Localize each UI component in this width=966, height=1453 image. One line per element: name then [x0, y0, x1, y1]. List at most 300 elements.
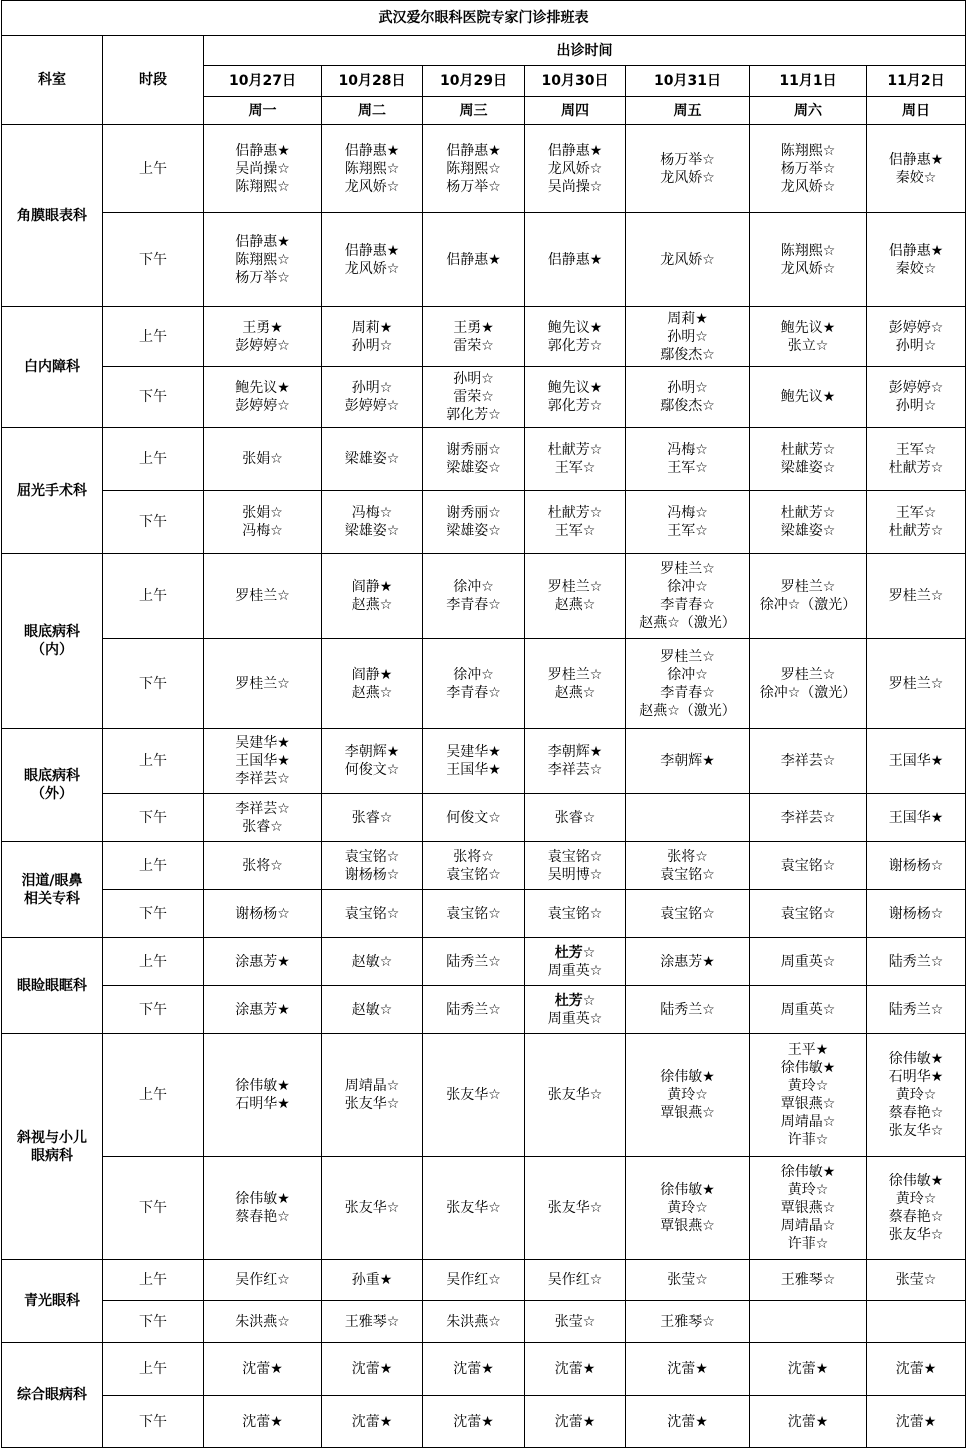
department-name-line: 综合眼病科	[17, 1387, 87, 1403]
doctor-name: 黄玲☆	[787, 1182, 829, 1198]
doctor-cell	[867, 1301, 966, 1343]
doctor-name: 谢杨杨☆	[888, 905, 944, 922]
doctor-name: 吴作红☆	[547, 1272, 603, 1288]
doctor-name: 袁宝铭☆	[780, 857, 836, 874]
doctor-name: 雷荣☆	[453, 337, 494, 354]
doctor-name: 梁雄姿☆	[344, 523, 400, 539]
doctor-name: 罗桂兰☆	[547, 666, 603, 683]
doctor-cell	[204, 213, 322, 307]
doctor-name: 侣静惠★	[344, 142, 400, 159]
doctor-name: 赵燕☆	[554, 684, 596, 701]
doctor-name: 徐伟敏★	[235, 1078, 290, 1094]
period-label: 下午	[103, 1157, 204, 1260]
doctor-cell	[322, 639, 423, 729]
period-label: 下午	[103, 890, 204, 938]
doctor-name: 陆秀兰☆	[888, 1001, 944, 1018]
doctor-name: 杜芳☆	[554, 992, 596, 1009]
doctor-name: 王勇★	[242, 319, 283, 336]
doctor-name: 许菲☆	[787, 1132, 829, 1148]
doctor-cell	[626, 1260, 750, 1301]
doctor-name: 孙明☆	[351, 337, 393, 354]
doctor-cell	[750, 794, 867, 842]
period-label: 上午	[103, 125, 204, 213]
doctor-name: 张莹☆	[895, 1272, 937, 1288]
doctor-name: 杜献芳☆	[888, 460, 944, 476]
department-name	[2, 307, 103, 428]
schedule-row	[2, 794, 966, 842]
schedule-row	[2, 554, 966, 639]
period-label: 上午	[103, 428, 204, 491]
doctor-name: 张友华☆	[344, 1200, 400, 1216]
doctor-name: 侣静惠★	[446, 142, 501, 159]
doctor-cell	[626, 1157, 750, 1260]
weekday-header: 周五	[626, 97, 750, 125]
doctor-cell	[750, 1301, 867, 1343]
doctor-name: 张莹☆	[554, 1313, 596, 1330]
doctor-cell	[322, 842, 423, 890]
doctor-name: 沈蕾★	[242, 1361, 283, 1377]
date-header: 10月29日	[423, 66, 525, 97]
doctor-name: 吴作红☆	[446, 1272, 501, 1288]
doctor-name: 鲍先议★	[235, 380, 290, 396]
doctor-name: 覃银燕☆	[660, 1218, 715, 1234]
period-label: 下午	[103, 1301, 204, 1343]
doctor-name: 黄玲☆	[895, 1087, 937, 1103]
doctor-name: 杨万举☆	[660, 151, 715, 168]
doctor-name: 王军☆	[667, 460, 708, 476]
doctor-name: 孙明☆	[895, 398, 937, 414]
doctor-cell	[423, 842, 525, 890]
doctor-cell	[423, 794, 525, 842]
department-name-line: 眼底病科	[24, 624, 80, 640]
doctor-cell	[750, 1343, 867, 1396]
doctor-cell	[525, 986, 626, 1034]
doctor-name: 彭婷婷☆	[235, 398, 290, 414]
doctor-cell	[626, 428, 750, 491]
doctor-name: 朱洪燕☆	[235, 1313, 290, 1330]
doctor-name: 鲍先议★	[780, 389, 836, 405]
doctor-cell	[322, 1343, 423, 1396]
doctor-cell	[525, 890, 626, 938]
doctor-name: 赵敏☆	[351, 953, 393, 970]
department-name	[2, 1260, 103, 1343]
doctor-name: 罗桂兰☆	[235, 675, 290, 692]
schedule-row	[2, 125, 966, 213]
department-name	[2, 1343, 103, 1448]
doctor-cell	[204, 1343, 322, 1396]
department-name	[2, 1034, 103, 1260]
doctor-cell	[525, 938, 626, 986]
doctor-cell	[204, 554, 322, 639]
doctor-name: 孙重★	[351, 1272, 393, 1288]
doctor-cell	[204, 890, 322, 938]
doctor-cell	[750, 938, 867, 986]
period-label: 下午	[103, 794, 204, 842]
doctor-name: 雷荣☆	[453, 389, 494, 405]
doctor-name: 周靖晶☆	[780, 1114, 836, 1130]
doctor-name: 周莉★	[667, 310, 708, 327]
doctor-cell	[423, 428, 525, 491]
doctor-cell	[322, 1260, 423, 1301]
doctor-cell	[626, 890, 750, 938]
doctor-name: 王勇★	[453, 319, 494, 336]
doctor-cell	[423, 367, 525, 428]
doctor-cell	[525, 1157, 626, 1260]
department-name-line: 泪道/眼鼻	[21, 872, 83, 889]
doctor-cell	[626, 125, 750, 213]
schedule-row	[2, 729, 966, 794]
doctor-cell	[750, 729, 867, 794]
doctor-cell	[867, 842, 966, 890]
schedule-row	[2, 1343, 966, 1396]
doctor-name: 鄢俊杰☆	[660, 398, 715, 414]
doctor-name: 徐冲☆（激光）	[759, 684, 857, 701]
doctor-name: 沈蕾★	[667, 1413, 708, 1430]
period-label: 下午	[103, 986, 204, 1034]
doctor-cell	[322, 491, 423, 554]
schedule-row	[2, 1157, 966, 1260]
doctor-cell	[626, 938, 750, 986]
doctor-cell	[423, 125, 525, 213]
doctor-cell	[525, 367, 626, 428]
department-name-line: 屈光手术科	[17, 482, 87, 499]
doctor-cell	[204, 367, 322, 428]
doctor-name: 冯梅☆	[667, 505, 708, 521]
doctor-name: 吴明博☆	[547, 866, 603, 883]
doctor-cell	[626, 794, 750, 842]
doctor-name: 李祥芸☆	[547, 762, 603, 778]
doctor-cell	[525, 1034, 626, 1157]
doctor-cell	[867, 125, 966, 213]
period-label: 上午	[103, 307, 204, 367]
doctor-name: 郭化芳☆	[446, 407, 501, 423]
doctor-name: 鲍先议★	[547, 319, 603, 336]
doctor-cell	[322, 125, 423, 213]
doctor-cell	[423, 986, 525, 1034]
doctor-name: 杨万举☆	[780, 160, 836, 177]
department-name-line: 斜视与小儿	[17, 1129, 87, 1146]
visit-time-header: 出诊时间	[204, 36, 966, 66]
doctor-name: 秦姣☆	[895, 169, 937, 186]
doctor-cell	[750, 1396, 867, 1448]
doctor-name: 龙风娇☆	[547, 160, 603, 177]
doctor-cell	[423, 1157, 525, 1260]
doctor-name: 周靖晶☆	[344, 1078, 400, 1094]
weekday-header: 周一	[204, 97, 322, 125]
doctor-cell	[423, 890, 525, 938]
doctor-name: 谢秀丽☆	[446, 442, 501, 458]
doctor-name: 王国华★	[888, 753, 944, 769]
department-name-line: 眼底病科	[24, 768, 80, 784]
schedule-row	[2, 307, 966, 367]
department-name-line: 相关专科	[24, 890, 80, 907]
doctor-name: 李青春☆	[660, 597, 715, 613]
doctor-name: 吴尚操☆	[547, 178, 603, 195]
department-name-line: 角膜眼表科	[17, 207, 87, 224]
department-name-line: （内）	[31, 642, 73, 658]
schedule-row	[2, 491, 966, 554]
doctor-name: 袁宝铭☆	[344, 905, 400, 922]
doctor-cell	[626, 554, 750, 639]
doctor-name: 石明华★	[888, 1069, 944, 1085]
doctor-name: 陆秀兰☆	[660, 1001, 715, 1018]
doctor-name: 张友华☆	[547, 1087, 603, 1103]
doctor-name: 侣静惠★	[547, 142, 603, 159]
doctor-name: 张友华☆	[344, 1096, 400, 1112]
doctor-name: 陆秀兰☆	[446, 953, 501, 970]
doctor-cell	[322, 729, 423, 794]
doctor-name: 张立☆	[787, 337, 829, 354]
doctor-cell	[423, 639, 525, 729]
doctor-cell	[525, 491, 626, 554]
schedule-row	[2, 986, 966, 1034]
doctor-cell	[204, 428, 322, 491]
doctor-cell	[867, 367, 966, 428]
doctor-name: 杜献芳☆	[780, 505, 836, 521]
doctor-name: 陈翔熙☆	[235, 251, 290, 268]
doctor-name: 蔡春艳☆	[235, 1209, 290, 1225]
doctor-cell	[750, 367, 867, 428]
doctor-cell	[626, 1396, 750, 1448]
doctor-name: 黄玲☆	[667, 1200, 708, 1216]
doctor-cell	[867, 491, 966, 554]
doctor-name: 罗桂兰☆	[780, 666, 836, 683]
doctor-name: 徐伟敏★	[888, 1051, 944, 1067]
doctor-cell	[750, 986, 867, 1034]
doctor-name: 郭化芳☆	[547, 337, 603, 354]
schedule-row	[2, 1301, 966, 1343]
doctor-cell	[204, 639, 322, 729]
department-name	[2, 938, 103, 1034]
period-label: 上午	[103, 938, 204, 986]
doctor-name: 鲍先议★	[780, 319, 836, 336]
doctor-cell	[204, 1034, 322, 1157]
doctor-name: 罗桂兰☆	[235, 588, 290, 604]
period-label: 下午	[103, 639, 204, 729]
doctor-name: 孙明☆	[667, 328, 708, 345]
dept-header: 科室	[2, 36, 103, 125]
doctor-name: 彭婷婷☆	[344, 398, 400, 414]
department-name-line: （外）	[31, 786, 73, 802]
department-name	[2, 125, 103, 307]
schedule-table	[1, 0, 966, 1448]
doctor-name: 张友华☆	[888, 1123, 944, 1139]
doctor-name: 王雅琴☆	[660, 1313, 715, 1330]
doctor-name: 谢杨杨☆	[888, 857, 944, 874]
department-name	[2, 554, 103, 729]
doctor-name: 李祥芸☆	[780, 753, 836, 769]
doctor-name: 孙明☆	[667, 380, 708, 396]
doctor-cell	[204, 729, 322, 794]
period-label: 上午	[103, 842, 204, 890]
doctor-name: 王军☆	[554, 523, 596, 539]
doctor-name: 张友华☆	[547, 1200, 603, 1216]
doctor-cell	[750, 125, 867, 213]
doctor-name: 罗桂兰☆	[888, 588, 944, 604]
department-name	[2, 428, 103, 554]
doctor-cell	[322, 890, 423, 938]
doctor-name: 黄玲☆	[787, 1078, 829, 1094]
doctor-name: 梁雄姿☆	[344, 451, 400, 467]
doctor-name: 沈蕾★	[351, 1413, 393, 1430]
doctor-cell	[867, 1157, 966, 1260]
doctor-name: 李祥芸☆	[235, 771, 290, 787]
doctor-cell	[423, 1396, 525, 1448]
doctor-cell	[322, 367, 423, 428]
doctor-cell	[525, 554, 626, 639]
doctor-cell	[423, 1260, 525, 1301]
doctor-name: 袁宝铭☆	[660, 905, 715, 922]
doctor-cell	[626, 491, 750, 554]
doctor-name: 侣静惠★	[888, 151, 944, 168]
department-name-line: 眼睑眼眶科	[17, 977, 87, 994]
weekday-header: 周三	[423, 97, 525, 125]
doctor-cell	[750, 842, 867, 890]
doctor-name: 陆秀兰☆	[888, 953, 944, 970]
doctor-name: 徐冲☆	[667, 666, 708, 683]
schedule-row	[2, 938, 966, 986]
doctor-name: 徐伟敏★	[780, 1060, 836, 1076]
doctor-name: 冯梅☆	[242, 523, 283, 539]
doctor-cell	[204, 1396, 322, 1448]
doctor-name: 赵燕☆（激光）	[639, 615, 736, 631]
doctor-name: 徐伟敏★	[660, 1069, 715, 1085]
doctor-name: 徐伟敏★	[660, 1182, 715, 1198]
doctor-name: 张将☆	[667, 848, 708, 865]
doctor-cell	[626, 639, 750, 729]
doctor-cell	[867, 938, 966, 986]
doctor-cell	[867, 554, 966, 639]
doctor-name: 杜献芳☆	[780, 442, 836, 458]
doctor-name: 阎静★	[351, 579, 393, 595]
doctor-name: 吴作红☆	[235, 1272, 290, 1288]
doctor-name: 涂惠芳★	[235, 953, 290, 970]
doctor-cell	[626, 986, 750, 1034]
doctor-name: 许菲☆	[787, 1236, 829, 1252]
department-name-line: 眼病科	[31, 1147, 73, 1164]
doctor-cell	[525, 428, 626, 491]
doctor-name: 张娟☆	[242, 451, 283, 467]
doctor-name: 梁雄姿☆	[780, 460, 836, 476]
doctor-name: 侣静惠★	[344, 242, 400, 259]
doctor-name: 袁宝铭☆	[344, 848, 400, 865]
doctor-name: 沈蕾★	[453, 1361, 494, 1377]
doctor-name: 杨万举☆	[235, 269, 290, 286]
doctor-name: 何俊文☆	[344, 762, 400, 778]
doctor-name: 李青春☆	[660, 684, 715, 701]
date-header: 11月1日	[750, 66, 867, 97]
doctor-name: 梁雄姿☆	[446, 460, 501, 476]
doctor-cell	[626, 1034, 750, 1157]
doctor-name: 袁宝铭☆	[547, 848, 603, 865]
doctor-cell	[322, 794, 423, 842]
doctor-name: 赵敏☆	[351, 1001, 393, 1018]
date-header: 10月27日	[204, 66, 322, 97]
doctor-name: 彭婷婷☆	[888, 380, 944, 396]
date-header: 10月31日	[626, 66, 750, 97]
doctor-name: 杨万举☆	[446, 178, 501, 195]
doctor-name: 谢杨杨☆	[344, 866, 400, 883]
doctor-cell	[525, 729, 626, 794]
doctor-cell	[525, 125, 626, 213]
doctor-name: 冯梅☆	[351, 505, 393, 521]
doctor-name: 梁雄姿☆	[446, 523, 501, 539]
schedule-row	[2, 367, 966, 428]
doctor-cell	[750, 307, 867, 367]
doctor-name: 徐冲☆（激光）	[759, 597, 857, 613]
doctor-cell	[525, 1396, 626, 1448]
doctor-cell	[750, 1034, 867, 1157]
doctor-name: 袁宝铭☆	[446, 866, 501, 883]
doctor-name: 沈蕾★	[453, 1413, 494, 1430]
doctor-cell	[322, 1034, 423, 1157]
doctor-name: 王平★	[787, 1042, 829, 1058]
doctor-name: 孙明☆	[895, 337, 937, 354]
doctor-cell	[525, 1260, 626, 1301]
doctor-name: 王军☆	[667, 523, 708, 539]
doctor-cell	[204, 842, 322, 890]
weekday-header: 周二	[322, 97, 423, 125]
schedule-row	[2, 428, 966, 491]
doctor-name: 周重英☆	[547, 1010, 603, 1027]
weekday-header: 周四	[525, 97, 626, 125]
doctor-cell	[423, 307, 525, 367]
doctor-cell	[423, 1301, 525, 1343]
doctor-name: 杜献芳☆	[547, 442, 603, 458]
period-label: 上午	[103, 1034, 204, 1157]
doctor-name: 徐伟敏★	[888, 1173, 944, 1189]
doctor-cell	[626, 213, 750, 307]
doctor-cell	[322, 938, 423, 986]
doctor-name: 周重英☆	[780, 953, 836, 970]
doctor-name: 李朝辉★	[660, 753, 715, 769]
doctor-cell	[867, 1034, 966, 1157]
doctor-name: 沈蕾★	[554, 1361, 596, 1377]
doctor-name: 罗桂兰☆	[888, 675, 944, 692]
doctor-name: 吴尚操☆	[235, 160, 290, 177]
schedule-row	[2, 890, 966, 938]
doctor-name: 杜芳☆	[554, 944, 596, 961]
doctor-name: 吴建华★	[446, 744, 501, 760]
doctor-cell	[750, 890, 867, 938]
doctor-cell	[750, 491, 867, 554]
doctor-cell	[867, 794, 966, 842]
doctor-name: 侣静惠★	[235, 142, 290, 159]
doctor-name: 沈蕾★	[351, 1361, 393, 1377]
doctor-name: 鄢俊杰☆	[660, 346, 715, 363]
doctor-name: 沈蕾★	[554, 1413, 596, 1430]
doctor-name: 石明华★	[235, 1096, 290, 1112]
doctor-cell	[867, 1343, 966, 1396]
period-label: 上午	[103, 1343, 204, 1396]
doctor-name: 谢秀丽☆	[446, 505, 501, 521]
doctor-name: 周莉★	[351, 319, 393, 336]
doctor-name: 周重英☆	[547, 962, 603, 979]
doctor-name: 罗桂兰☆	[547, 579, 603, 595]
doctor-name: 徐伟敏★	[235, 1191, 290, 1207]
date-header: 10月28日	[322, 66, 423, 97]
doctor-name: 袁宝铭☆	[547, 905, 603, 922]
doctor-name: 侣静惠★	[547, 251, 603, 268]
doctor-cell	[204, 491, 322, 554]
doctor-name: 彭婷婷☆	[888, 319, 944, 336]
doctor-name: 涂惠芳★	[660, 953, 715, 970]
doctor-cell	[423, 1034, 525, 1157]
period-label: 下午	[103, 213, 204, 307]
doctor-name: 秦姣☆	[895, 260, 937, 277]
doctor-name: 陈翔熙☆	[235, 178, 290, 195]
doctor-name: 彭婷婷☆	[235, 337, 290, 354]
